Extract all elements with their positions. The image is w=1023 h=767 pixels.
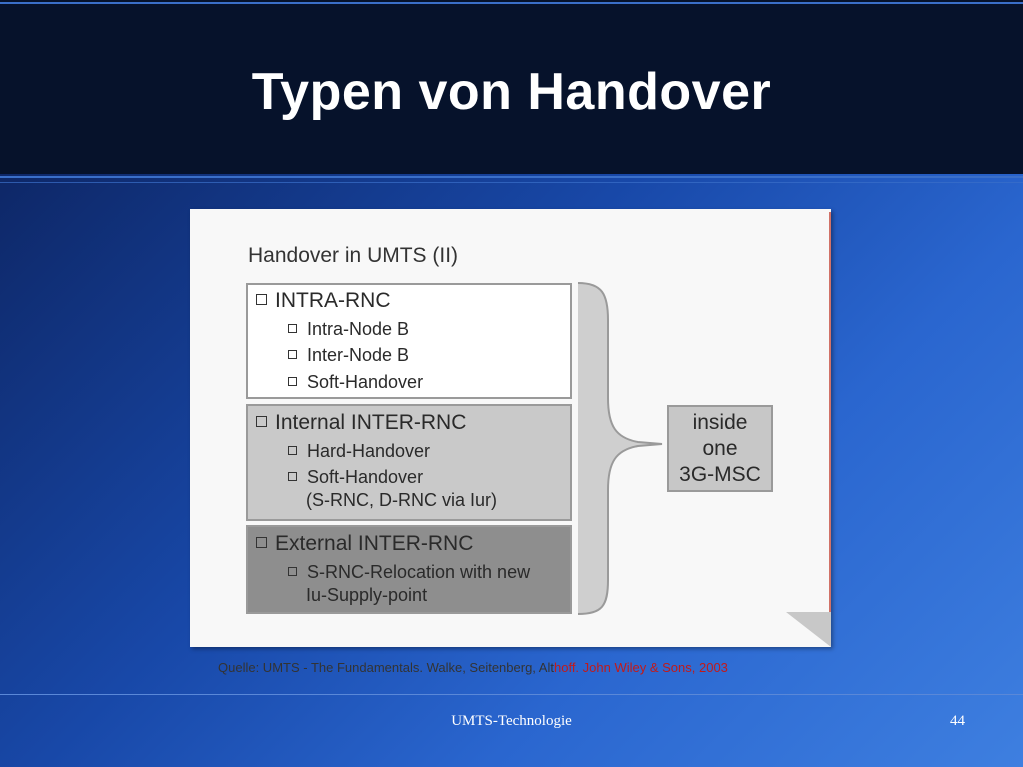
- checkbox-bullet-icon: [256, 537, 267, 548]
- list-item: S-RNC-Relocation with new: [288, 562, 530, 583]
- page-curl: [786, 612, 831, 647]
- list-item-continuation: Iu-Supply-point: [306, 585, 428, 605]
- checkbox-bullet-icon: [288, 324, 297, 333]
- source-text-red: hoff. John Wiley & Sons, 2003: [553, 660, 728, 675]
- msc-line-1: inside: [692, 411, 748, 434]
- msc-line-2: one: [702, 437, 738, 460]
- group-label: INTRA-RNC: [256, 289, 391, 313]
- source-text: Quelle: UMTS - The Fundamentals. Walke, Seitenberg, Alt: [218, 660, 554, 675]
- checkbox-bullet-icon: [288, 350, 297, 359]
- slide-title: Typen von Handover: [251, 63, 772, 121]
- checkbox-bullet-icon: [256, 294, 267, 305]
- top-rule: [0, 2, 1023, 4]
- scan-edge-mark: [829, 212, 831, 612]
- footer-title: UMTS-Technologie: [451, 713, 572, 729]
- title-divider: [0, 176, 1023, 178]
- curly-brace: [574, 280, 664, 620]
- list-item-continuation: (S-RNC, D-RNC via Iur): [306, 490, 497, 510]
- title-divider-thin: [0, 182, 1023, 183]
- list-item: Hard-Handover: [288, 441, 430, 462]
- checkbox-bullet-icon: [256, 416, 267, 427]
- footer-divider: [0, 694, 1023, 695]
- msc-line-3: 3G-MSC: [679, 463, 761, 486]
- group-label: External INTER-RNC: [256, 532, 473, 556]
- figure-heading: Handover in UMTS (II): [248, 244, 459, 267]
- source-citation: [218, 660, 728, 675]
- msc-box: [667, 405, 773, 492]
- list-item: Intra-Node B: [288, 319, 409, 340]
- checkbox-bullet-icon: [288, 446, 297, 455]
- title-bar: [0, 0, 1023, 174]
- group-label: Internal INTER-RNC: [256, 411, 466, 435]
- list-item: Soft-Handover: [288, 372, 423, 393]
- checkbox-bullet-icon: [288, 377, 297, 386]
- list-item: Soft-Handover: [288, 467, 423, 488]
- group-intra-rnc: [246, 283, 572, 399]
- group-external-inter-rnc: [246, 525, 572, 614]
- group-internal-inter-rnc: [246, 404, 572, 521]
- page-number: 44: [950, 713, 965, 729]
- checkbox-bullet-icon: [288, 567, 297, 576]
- list-item: Inter-Node B: [288, 345, 409, 366]
- checkbox-bullet-icon: [288, 472, 297, 481]
